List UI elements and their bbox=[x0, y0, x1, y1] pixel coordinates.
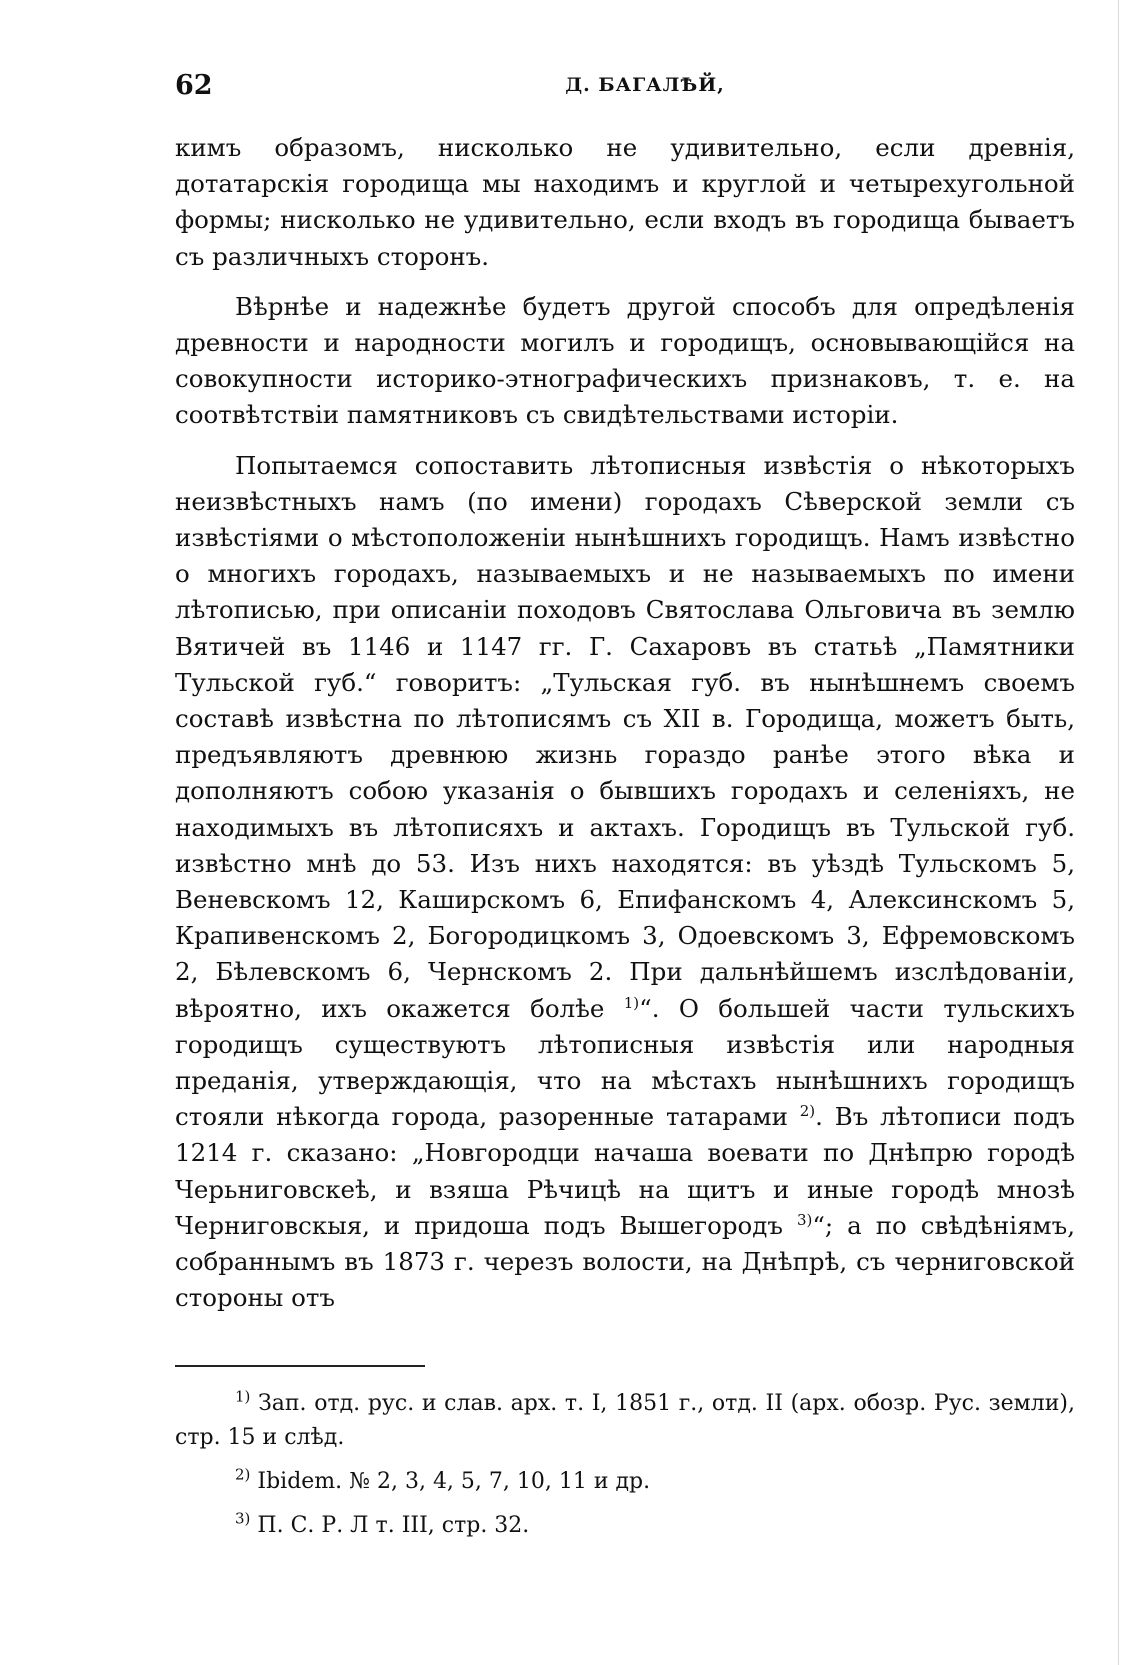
main-text bbox=[175, 130, 1075, 1331]
footnote-3-mark: 3) bbox=[235, 1509, 251, 1528]
paragraph-3-part-3: . Въ лѣтописи подъ 1214 г. сказано: „Новгородци начаша воевати по Днѣпрю городѣ Черьниговскеѣ, и взяша Рѣчицѣ на щитъ и иные городѣ мнозѣ Черниговскыя, и придоша подъ Вышегородъ bbox=[175, 1102, 1075, 1240]
footnote-2-mark: 2) bbox=[235, 1465, 251, 1484]
footnote-2 bbox=[175, 1465, 1075, 1499]
footnote-ref-1[interactable]: 1) bbox=[623, 993, 640, 1012]
footnote-2-text: Ibidem. № 2, 3, 4, 5, 7, 10, 11 и др. bbox=[250, 1469, 651, 1494]
footnote-1-text: Зап. отд. рус. и слав. арх. т. I, 1851 г., отд. II (арх. обозр. Рус. земли), стр. 15 и слѣд. bbox=[175, 1391, 1075, 1450]
paragraph-3-part-2: “. О большей части тульскихъ городищъ существуютъ лѣтописныя извѣстія или народныя преданія, утверждающія, что на мѣстахъ нынѣшнихъ городищъ стояли нѣкогда города, разоренные татарами bbox=[175, 993, 1075, 1132]
paragraph-3-part-4: “; а по свѣдѣніямъ, собраннымъ въ 1873 г. черезъ волости, на Днѣпрѣ, съ черниговской стороны отъ bbox=[175, 1210, 1075, 1313]
paragraph-3 bbox=[175, 448, 1075, 1317]
footnote-1-mark: 1) bbox=[235, 1387, 251, 1406]
footnote-3-text: П. С. Р. Л т. III, стр. 32. bbox=[250, 1513, 530, 1538]
running-title: Д. БАГАЛѢЙ, bbox=[565, 74, 725, 96]
paragraph-3-part-1: Попытаемся сопоставить лѣтописныя извѣстія о нѣкоторыхъ неизвѣстныхъ намъ (по имени) городахъ Сѣверской земли съ извѣстіями о мѣстоположеніи нынѣшнихъ городищъ. Намъ извѣстно о многихъ городахъ, называемыхъ и не называемыхъ по имени лѣтописью, при описаніи походовъ Святослава Ольговича въ землю Вятичей въ 1146 и 1147 гг. Г. Сахаровъ въ статьѣ „Памятники Тульской губ.“ говоритъ: „Тульская губ. въ нынѣшнемъ своемъ составѣ извѣстна по лѣтописямъ съ XII в. Городища, можетъ быть, предъявляютъ древнюю жизнь гораздо ранѣе этого вѣка и дополняютъ собою указанія о бывшихъ городахъ и селеніяхъ, не находимыхъ въ лѣтописяхъ и актахъ. Городищъ въ Тульской губ. извѣстно мнѣ до 53. Изъ нихъ находятся: въ уѣздѣ Тульскомъ 5, Веневскомъ 12, Каширскомъ 6, Епифанскомъ 4, Алексинскомъ 5, Крапивенскомъ 2, Богородицкомъ 3, Одоевскомъ 3, Ефремовскомъ 2, Бѣлевскомъ 6, Чернскомъ 2. При дальнѣйшемъ изслѣдованіи, вѣроятно, ихъ окажется болѣе bbox=[175, 450, 1075, 1023]
footnote-ref-2[interactable]: 2) bbox=[799, 1102, 816, 1121]
footnotes bbox=[175, 1387, 1075, 1553]
footnote-separator bbox=[175, 1365, 425, 1367]
paragraph-1: кимъ образомъ, нисколько не удивительно, если древнія, дотатарскія городища мы находимъ и круглой и четырехугольной формы; нисколько не удивительно, если входъ въ городища бываетъ съ различныхъ сторонъ. bbox=[175, 133, 1075, 271]
paragraph-2: Вѣрнѣе и надежнѣе будетъ другой способъ для опредѣленія древности и народности могилъ и городищъ, основывающійся на совокупности историко-этнографическихъ признаковъ, т. е. на соотвѣтствіи памятниковъ съ свидѣтельствами исторіи. bbox=[175, 291, 1075, 430]
footnote-1 bbox=[175, 1387, 1075, 1455]
footnote-ref-3[interactable]: 3) bbox=[796, 1210, 813, 1229]
page-number: 62 bbox=[175, 70, 213, 101]
footnote-3 bbox=[175, 1509, 1075, 1543]
page-header bbox=[175, 70, 1075, 110]
page-edge-line bbox=[1118, 0, 1119, 1665]
